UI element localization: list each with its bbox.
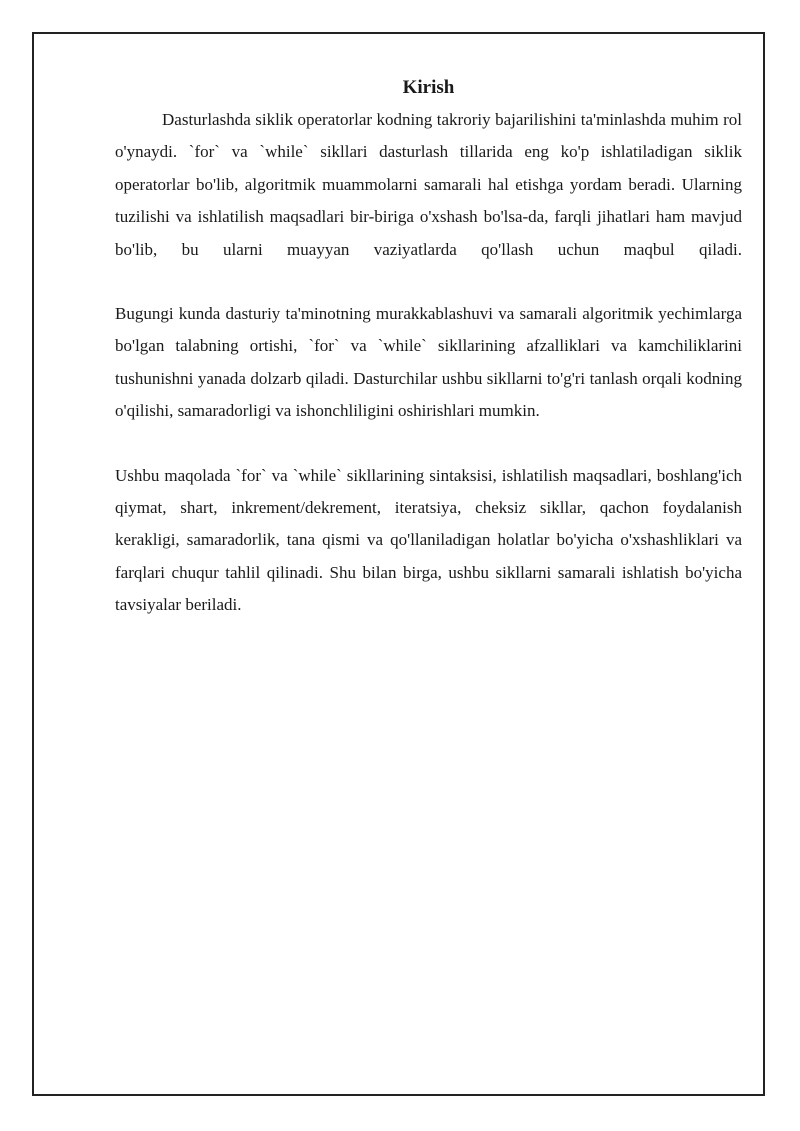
document-title: Kirish xyxy=(402,77,455,98)
paragraph-scope: Ushbu maqolada `for` va `while` sikllarining sintaksisi, ishlatilish maqsadlari, boshlang'ich qiymat, shart, inkrement/dekrement, iteratsiya, cheksiz sikllar, qachon foydalanish kerakligi, samaradorlik, tana qismi va qo'llaniladigan holatlar bo'yicha o'xshashliklari va farqlari chuqur tahlil qilinadi. Shu bilan birga, ushbu sikllarni samarali ishlatish bo'yicha tavsiyalar beriladi. xyxy=(115,465,742,615)
paragraph-intro: Dasturlashda siklik operatorlar kodning takroriy bajarilishini ta'minlashda muhim rol o'ynaydi. `for` va `while` sikllari dasturlash tillarida eng ko'p ishlatiladigan siklik operatorlar bo'lib, algoritmik muammolarni samarali hal etishga yordam beradi. Ularning tuzilishi va ishlatilish maqsadlari bir-biriga o'xshash bo'lsa-da, farqli jihatlari ham mavjud bo'lib, bu ularni muayyan vaziyatlarda qo'llash uchun maqbul qiladi. xyxy=(115,110,742,259)
document-body xyxy=(115,74,742,622)
paragraph-relevance: Bugungi kunda dasturiy ta'minotning murakkablashuvi va samarali algoritmik yechimlarga bo'lgan talabning ortishi, `for` va `while` sikllarining afzalliklari va kamchiliklarini tushunishni yanada dolzarb qiladi. Dasturchilar ushbu sikllarni to'g'ri tanlash orqali kodning o'qilishi, samaradorligi va ishonchliligini oshirishlari mumkin. xyxy=(115,304,742,421)
paragraph-spacer xyxy=(115,266,742,298)
paragraph-spacer xyxy=(115,428,742,460)
